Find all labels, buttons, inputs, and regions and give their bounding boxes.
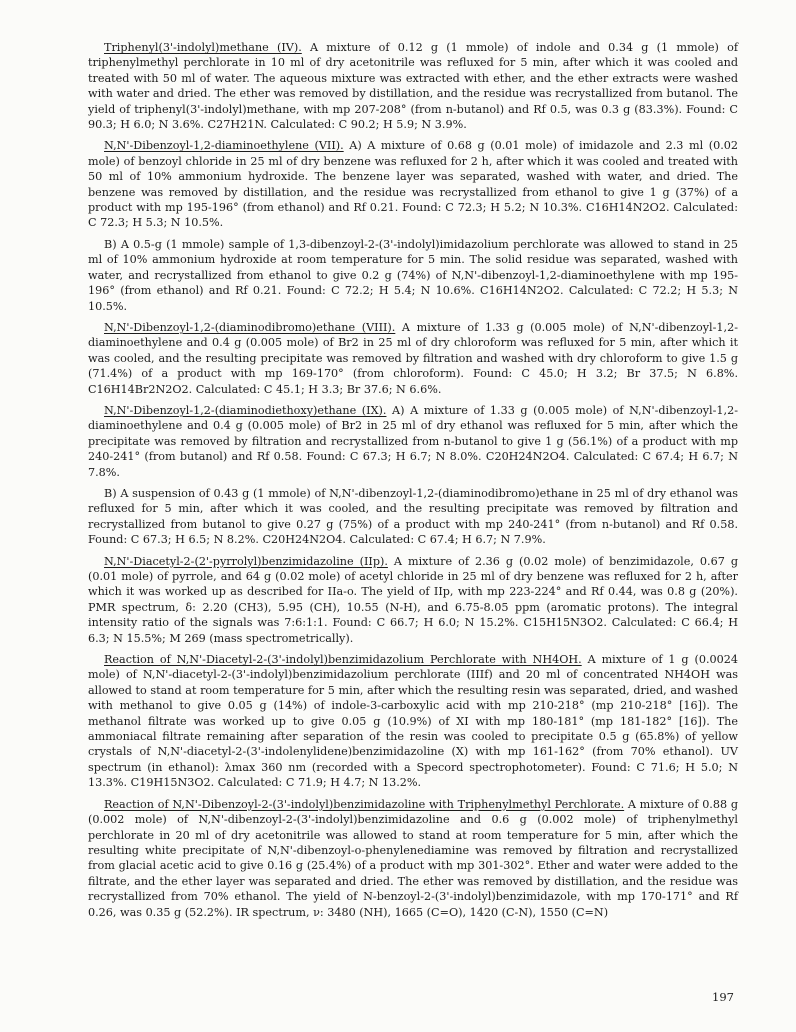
paragraph-reaction-with-nh4oh xyxy=(88,652,738,791)
paragraph-text: A mixture of 1 g (0.0024 mole) of N,N'-diacetyl-2-(3'-indolyl)benzimidazolium perchlorate (IIIf) and 20 ml of concentrated NH4OH was allowed to stand at room temperature for 5 min, after which the resulting resin was separated, dried, and washed with methanol to give 0.05 g (14%) of indole-3-carboxylic acid with mp 210-218° (mp 210-218° [16]). The methanol filtrate was worked up to give 0.05 g (10.9%) of XI with mp 180-181° (mp 181-182° [16]). The ammoniacal filtrate remaining after separation of the resin was cooled to precipitate 0.5 g (65.8%) of yellow crystals of N,N'-diacetyl-2-(3'-indolenylidene)benzimidazoline (X) with mp 161-162° (from 70% ethanol). UV spectrum (in ethanol): λmax 360 nm (recorded with a Specord spectrophotometer). Found: C 71.6; H 5.0; N 13.3%. C19H15N3O2. Calculated: C 71.9; H 4.7; N 13.2%. xyxy=(88,653,739,790)
paragraph-reaction-with-triphenylmethyl-perchlorate xyxy=(88,797,738,920)
experimental-section xyxy=(88,40,738,926)
compound-heading: N,N'-Dibenzoyl-1,2-(diaminodiethoxy)ethane (IX). xyxy=(104,403,387,417)
compound-heading: N,N'-Dibenzoyl-1,2-diaminoethylene (VII). xyxy=(104,139,344,153)
paragraph-text: A) A mixture of 1.33 g (0.005 mole) of N,N'-dibenzoyl-1,2-diaminoethylene and 0.4 g (0.005 mole) of Br2 in 25 ml of dry ethanol was refluxed for 5 min, after which the precipitate was removed by filtration and recrystallized from n-butanol to give 1 g (56.1%) of a product with mp 240-241° (from butanol) and Rf 0.58. Found: C 67.3; H 6.7; N 8.0%. C20H24N2O4. Calculated: C 67.4; H 6.7; N 7.8%. xyxy=(88,403,738,479)
compound-heading: Reaction of N,N'-Dibenzoyl-2-(3'-indolyl)benzimidazoline with Triphenylmethyl Perchlorate. xyxy=(104,797,625,811)
paragraph-dibenzoyl-diaminoethylene-b xyxy=(88,237,738,314)
compound-heading: Reaction of N,N'-Diacetyl-2-(3'-indolyl)benzimidazolium Perchlorate with NH4OH. xyxy=(104,653,582,667)
paragraph-text: A mixture of 0.88 g (0.002 mole) of N,N'-dibenzoyl-2-(3'-indolyl)benzimidazoline and 0.6 g (0.002 mole) of triphenylmethyl perchlorate in 20 ml of dry acetonitrile was allowed to stand at room temperature for 5 min, after which the resulting white precipitate of N,N'-dibenzoyl-o-phenylenediamine was removed by filtration and recrystallized from glacial acetic acid to give 0.16 g (25.4%) of a product with mp 301-302°. Ether and water were added to the filtrate, and the ether layer was separated and dried. The ether was removed by distillation, and the residue was recrystallized from 70% ethanol. The yield of N-benzoyl-2-(3'-indolyl)benzimidazole, with mp 170-171° and Rf 0.26, was 0.35 g (52.2%). IR spectrum, ν: 3480 (NH), 1665 (C=O), 1420 (C-N), 1550 (C=N) xyxy=(88,797,738,919)
compound-heading: N,N'-Diacetyl-2-(2'-pyrrolyl)benzimidazoline (IIp). xyxy=(104,554,388,568)
paragraph-text: A mixture of 0.12 g (1 mmole) of indole and 0.34 g (1 mmole) of triphenylmethyl perchlorate in 10 ml of dry acetonitrile was refluxed for 5 min, after which it was cooled and treated with 50 ml of water. The aqueous mixture was extracted with ether, and the ether extracts were washed with water and dried. The ether was removed by distillation, and the residue was recrystallized from butanol. The yield of triphenyl(3'-indolyl)methane, with mp 207-208° (from n-butanol) and Rf 0.5, was 0.3 g (83.3%). Found: C 90.3; H 6.0; N 3.6%. C27H21N. Calculated: C 90.2; H 5.9; N 3.9%. xyxy=(88,41,738,132)
paragraph-diaminodiethoxyethane-a xyxy=(88,403,738,480)
paragraph-dibenzoyl-diaminoethylene-a xyxy=(88,138,738,230)
compound-heading: N,N'-Dibenzoyl-1,2-(diaminodibromo)ethane (VIII). xyxy=(104,320,396,334)
paragraph-diaminodiethoxyethane-b xyxy=(88,486,738,548)
compound-heading: Triphenyl(3'-indolyl)methane (IV). xyxy=(104,41,302,54)
paragraph-text: B) A 0.5-g (1 mmole) sample of 1,3-dibenzoyl-2-(3'-indolyl)imidazolium perchlorate was allowed to stand in 25 ml of 10% ammonium hydroxide at room temperature for 5 min. The solid residue was separated, washed with water, and recrystallized from ethanol to give 0.2 g (74%) of N,N'-dibenzoyl-1,2-diaminoethylene with mp 195-196° (from ethanol) and Rf 0.21. Found: C 72.2; H 5.4; N 10.6%. C16H14N2O2. Calculated: C 72.2; H 5.3; N 10.5%. xyxy=(88,237,738,313)
paragraph-text: B) A suspension of 0.43 g (1 mmole) of N,N'-dibenzoyl-1,2-(diaminodibromo)ethane in 25 ml of dry ethanol was refluxed for 5 min, after which it was cooled, and the resulting precipitate was removed by filtration and recrystallized from butanol to give 0.27 g (75%) of a product with mp 240-241° (from n-butanol) and Rf 0.58. Found: C 67.3; H 6.5; N 8.2%. C20H24N2O4. Calculated: C 67.4; H 6.7; N 7.9%. xyxy=(88,486,738,547)
paragraph-text: A mixture of 2.36 g (0.02 mole) of benzimidazole, 0.67 g (0.01 mole) of pyrrole, and 64 g (0.02 mole) of acetyl chloride in 25 ml of dry benzene was refluxed for 2 h, after which it was worked up as described for IIa-o. The yield of IIp, with mp 223-224° and Rf 0.44, was 0.8 g (20%). PMR spectrum, δ: 2.20 (CH3), 5.95 (CH), 10.55 (N-H), and 6.75-8.05 ppm (aromatic protons). The integral intensity ratio of the signals was 7:6:1:1. Found: C 66.7; H 6.0; N 15.2%. C15H15N3O2. Calculated: C 66.4; H 6.3; N 15.5%; M 269 (mass spectrometrically). xyxy=(88,554,738,645)
paragraph-text: A) A mixture of 0.68 g (0.01 mole) of imidazole and 2.3 ml (0.02 mole) of benzoyl chloride in 25 ml of dry benzene was refluxed for 2 h, after which it was cooled and treated with 50 ml of 10% ammonium hydroxide. The benzene layer was separated, washed with water, and dried. The benzene was removed by distillation, and the residue was recrystallized from ethanol to give 1 g (37%) of a product with mp 195-196° (from ethanol) and Rf 0.21. Found: C 72.3; H 5.2; N 10.3%. C16H14N2O2. Calculated: C 72.3; H 5.3; N 10.5%. xyxy=(88,139,738,230)
paragraph-diaminodibromoethane xyxy=(88,320,738,397)
paragraph-diacetyl-pyrrolylbenzimidazoline xyxy=(88,554,738,646)
page-number: 197 xyxy=(712,990,734,1004)
paragraph-text: A mixture of 1.33 g (0.005 mole) of N,N'-dibenzoyl-1,2-diaminoethylene and 0.4 g (0.005 mole) of Br2 in 25 ml of dry chloroform was refluxed for 5 min, after which it was cooled, and the resulting precipitate was removed by filtration and washed with dry chloroform to give 1.5 g (71.4%) of a product with mp 169-170° (from chloroform). Found: C 45.0; H 3.2; Br 37.5; N 6.8%. C16H14Br2N2O2. Calculated: C 45.1; H 3.3; Br 37.6; N 6.6%. xyxy=(88,320,738,396)
paragraph-triphenylindolylmethane xyxy=(88,40,738,132)
